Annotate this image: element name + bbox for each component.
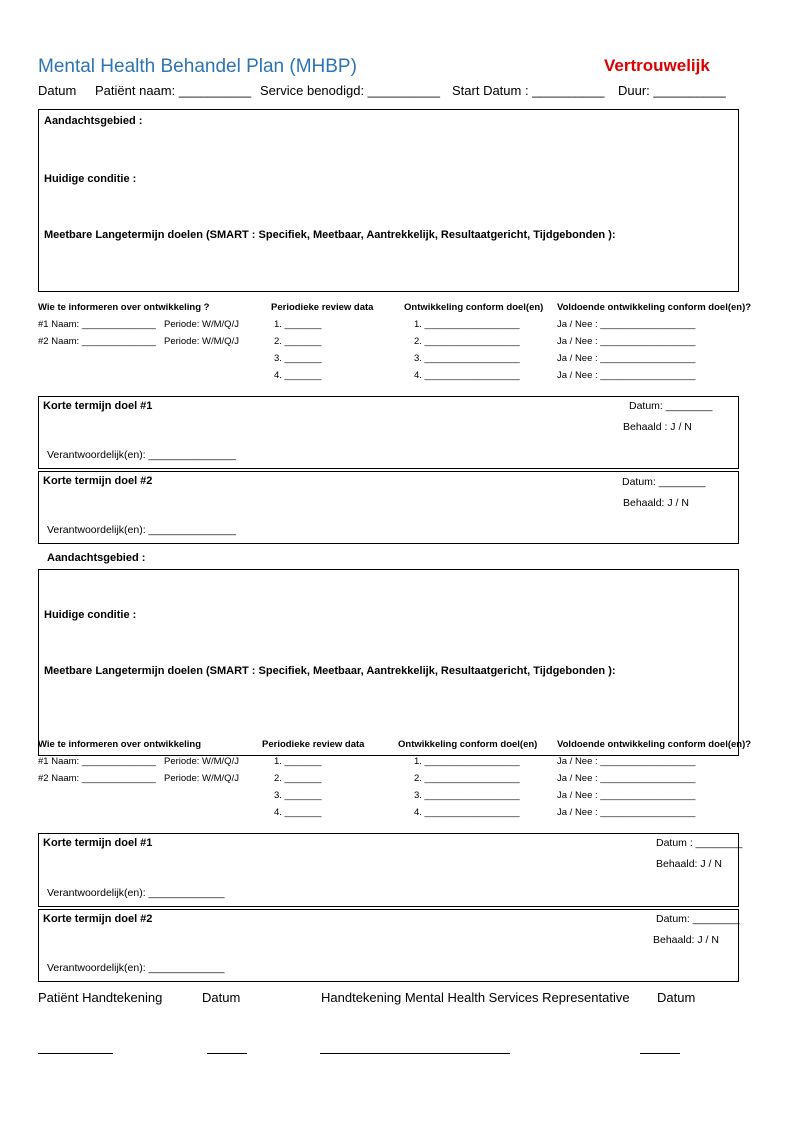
review-date-2-4[interactable]: 4. _______ (274, 807, 322, 818)
short-goal-title-1-2: Korte termijn doel #2 (43, 475, 153, 487)
patient-signature-line[interactable] (38, 1053, 113, 1054)
progress-2-2[interactable]: 2. __________________ (414, 773, 520, 784)
progress-header-2: Ontwikkeling conform doel(en) (398, 739, 538, 750)
sufficient-header-2: Voldoende ontwikkeling conform doel(en)? (557, 739, 752, 750)
short-goal-title-2-1: Korte termijn doel #1 (43, 837, 153, 849)
review-date-2-2[interactable]: 2. _______ (274, 773, 322, 784)
sufficient-2-3[interactable]: Ja / Nee : __________________ (557, 790, 696, 801)
review-header-2: Periodieke review data (262, 739, 365, 750)
review-date-2-3[interactable]: 3. _______ (274, 790, 322, 801)
representative-signature-label: Handtekening Mental Health Services Representative (321, 990, 630, 1005)
focus-area-box-2[interactable] (38, 569, 739, 756)
short-goal-title-1-1: Korte termijn doel #1 (43, 400, 153, 412)
period-1-1[interactable]: Periode: W/M/Q/J (164, 319, 239, 330)
inform-name-2-2[interactable]: #2 Naam: ______________ (38, 773, 156, 784)
sufficient-2-1[interactable]: Ja / Nee : __________________ (557, 756, 696, 767)
inform-header-1: Wie te informeren over ontwikkeling ? (38, 302, 210, 313)
progress-1-1[interactable]: 1. __________________ (414, 319, 520, 330)
period-2-2[interactable]: Periode: W/M/Q/J (164, 773, 239, 784)
progress-1-3[interactable]: 3. __________________ (414, 353, 520, 364)
short-goal-responsible-1-2[interactable]: Verantwoordelijk(en): _______________ (47, 524, 237, 536)
progress-2-1[interactable]: 1. __________________ (414, 756, 520, 767)
progress-2-3[interactable]: 3. __________________ (414, 790, 520, 801)
review-date-1-1[interactable]: 1. _______ (274, 319, 322, 330)
review-header-1: Periodieke review data (271, 302, 374, 313)
short-goal-achieved-2-2[interactable]: Behaald: J / N (653, 934, 719, 946)
document-title: Mental Health Behandel Plan (MHBP) (38, 56, 357, 77)
start-date-field[interactable]: Start Datum : __________ (452, 83, 605, 98)
short-goal-achieved-1-2[interactable]: Behaald: J / N (623, 497, 689, 509)
short-goal-date-1-1[interactable]: Datum: ________ (629, 400, 713, 412)
inform-name-2-1[interactable]: #1 Naam: ______________ (38, 756, 156, 767)
long-term-goals-label-2: Meetbare Langetermijn doelen (SMART : Specifiek, Meetbaar, Aantrekkelijk, Resultaatgericht, Tijdgebonden ): (44, 665, 616, 677)
sufficient-1-1[interactable]: Ja / Nee : __________________ (557, 319, 696, 330)
patient-date-label: Datum (202, 990, 241, 1005)
datum-label: Datum (38, 83, 77, 98)
representative-date-line[interactable] (640, 1053, 680, 1054)
short-goal-responsible-2-1[interactable]: Verantwoordelijk(en): _____________ (47, 887, 225, 899)
patient-date-line[interactable] (207, 1053, 247, 1054)
review-date-2-1[interactable]: 1. _______ (274, 756, 322, 767)
sufficient-1-2[interactable]: Ja / Nee : __________________ (557, 336, 696, 347)
short-goal-responsible-1-1[interactable]: Verantwoordelijk(en): _______________ (47, 449, 237, 461)
representative-signature-line[interactable] (320, 1053, 510, 1054)
inform-name-1-2[interactable]: #2 Naam: ______________ (38, 336, 156, 347)
review-date-1-4[interactable]: 4. _______ (274, 370, 322, 381)
short-goal-date-2-2[interactable]: Datum: ________ (656, 913, 740, 925)
patient-signature-label: Patiënt Handtekening (38, 990, 163, 1005)
progress-1-4[interactable]: 4. __________________ (414, 370, 520, 381)
current-condition-label-1: Huidige conditie : (44, 173, 137, 185)
inform-name-1-1[interactable]: #1 Naam: ______________ (38, 319, 156, 330)
sufficient-header-1: Voldoende ontwikkeling conform doel(en)? (557, 302, 752, 313)
progress-2-4[interactable]: 4. __________________ (414, 807, 520, 818)
short-goal-achieved-1-1[interactable]: Behaald : J / N (623, 421, 692, 433)
long-term-goals-label-1: Meetbare Langetermijn doelen (SMART : Specifiek, Meetbaar, Aantrekkelijk, Resultaatgericht, Tijdgebonden ): (44, 229, 616, 241)
period-2-1[interactable]: Periode: W/M/Q/J (164, 756, 239, 767)
patient-name-field[interactable]: Patiënt naam: __________ (95, 83, 252, 98)
confidential-label: Vertrouwelijk (604, 56, 710, 75)
progress-header-1: Ontwikkeling conform doel(en) (404, 302, 544, 313)
duration-field[interactable]: Duur: __________ (618, 83, 726, 98)
short-goal-date-2-1[interactable]: Datum : ________ (656, 837, 743, 849)
short-goal-date-1-2[interactable]: Datum: ________ (622, 476, 706, 488)
focus-area-label-1: Aandachtsgebied : (44, 115, 143, 127)
review-date-1-2[interactable]: 2. _______ (274, 336, 322, 347)
review-date-1-3[interactable]: 3. _______ (274, 353, 322, 364)
short-goal-title-2-2: Korte termijn doel #2 (43, 913, 153, 925)
period-1-2[interactable]: Periode: W/M/Q/J (164, 336, 239, 347)
current-condition-label-2: Huidige conditie : (44, 609, 137, 621)
focus-area-box-1[interactable] (38, 109, 739, 292)
representative-date-label: Datum (657, 990, 696, 1005)
sufficient-1-3[interactable]: Ja / Nee : __________________ (557, 353, 696, 364)
service-field[interactable]: Service benodigd: __________ (260, 83, 440, 98)
short-goal-achieved-2-1[interactable]: Behaald: J / N (656, 858, 722, 870)
sufficient-1-4[interactable]: Ja / Nee : __________________ (557, 370, 696, 381)
focus-area-label-2: Aandachtsgebied : (47, 552, 146, 564)
progress-1-2[interactable]: 2. __________________ (414, 336, 520, 347)
sufficient-2-2[interactable]: Ja / Nee : __________________ (557, 773, 696, 784)
sufficient-2-4[interactable]: Ja / Nee : __________________ (557, 807, 696, 818)
short-goal-responsible-2-2[interactable]: Verantwoordelijk(en): _____________ (47, 962, 225, 974)
inform-header-2: Wie te informeren over ontwikkeling (38, 739, 202, 750)
